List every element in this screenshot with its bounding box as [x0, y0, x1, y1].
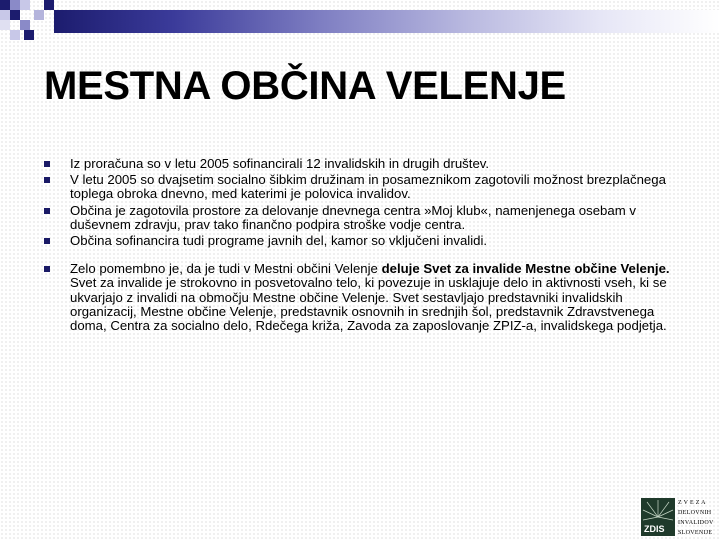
zdis-mark-icon — [641, 498, 675, 536]
logo-line: INVALIDOV — [678, 520, 714, 526]
square-bullet-icon — [44, 177, 50, 183]
logo-line: SLOVENIJE — [678, 530, 713, 536]
logo-line: Z V E Z A — [678, 500, 706, 506]
gradient-header-bar — [54, 10, 720, 33]
bullet-text: V letu 2005 so dvajsetim socialno šibkim družinam in posameznikom zagotovili možnost brezplačnega toplega obroka dnevno, med katerimi je polovica invalidov. — [70, 172, 666, 202]
bullet-text: Občina sofinancira tudi programe javnih del, kamor so vključeni invalidi. — [70, 233, 488, 249]
list-item — [44, 157, 684, 171]
square-bullet-icon — [44, 266, 50, 272]
list-item — [44, 262, 684, 333]
corner-decoration — [0, 0, 720, 40]
page-title: MESTNA OBČINA VELENJE — [44, 64, 566, 108]
square-bullet-icon — [44, 161, 50, 167]
list-item — [44, 204, 684, 232]
bullet-text-bold: deluje Svet za invalide Mestne občine Velenje. — [381, 261, 670, 277]
bullet-text-pre: Zelo pomembno je, da je tudi v Mestni občini Velenje — [70, 261, 382, 277]
logo-text — [678, 498, 720, 538]
bullet-list — [44, 157, 684, 335]
square-bullet-icon — [44, 208, 50, 214]
bullet-text: Iz proračuna so v letu 2005 sofinancirali 12 invalidskih in drugih društev. — [70, 156, 490, 171]
bullet-text: Občina je zagotovila prostore za delovanje dnevnega centra »Moj klub«, namenjenega osebam v duševnem zdravju, prav tako finančno podpira stroške vodje centra. — [70, 202, 636, 232]
zdis-logo — [640, 496, 720, 540]
logo-line: DELOVNIH — [678, 510, 712, 516]
bullet-text-post: Svet za invalide je strokovno in posvetovalno telo, ki povezuje in usklajuje delo in aktivnosti vseh, ki se ukvarjajo z invalidi na območju Mestne občine Velenje. Svet sestavljajo predstavniki invalidskih organizacij, Mestne občine Velenje, predstavnik osnovnih in srednjih šol, predstavnik Zdravstvenega doma, Centra za socialno delo, Rdečega križa, Zavoda za zaposlovanje ZPIZ-a, invalidskega podjetja. — [70, 275, 667, 334]
list-item — [44, 234, 684, 248]
list-item — [44, 173, 684, 201]
logo-abbr: ZDIS — [644, 524, 665, 534]
square-bullet-icon — [44, 238, 50, 244]
